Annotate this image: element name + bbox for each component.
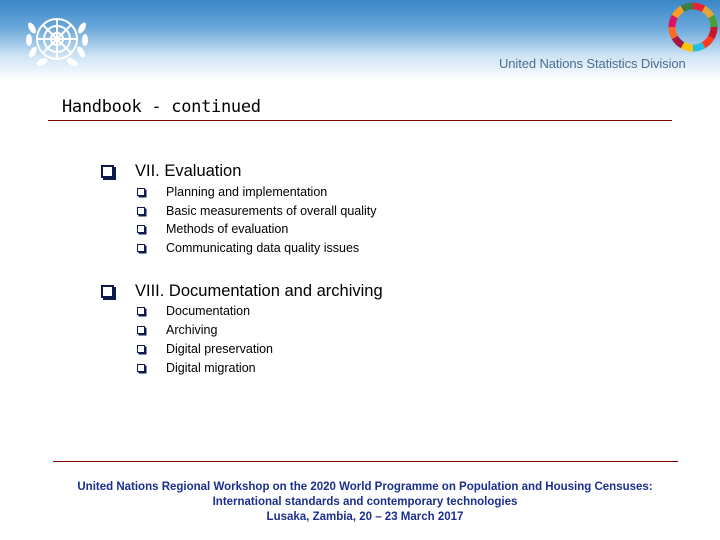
checkbox-bullet-icon <box>101 165 114 178</box>
title-divider <box>48 120 672 121</box>
footer-divider <box>53 461 678 462</box>
un-emblem-icon <box>20 6 94 74</box>
checkbox-bullet-icon <box>137 307 145 315</box>
checkbox-bullet-icon <box>137 326 145 334</box>
footer-line: International standards and contemporary technologies <box>212 496 518 508</box>
checkbox-bullet-icon <box>137 207 145 215</box>
slide-title: Handbook - continued <box>62 97 261 117</box>
checkbox-bullet-icon <box>101 285 114 298</box>
section-title: VII. Evaluation <box>135 162 242 180</box>
header-banner <box>0 0 720 80</box>
section-title: VIII. Documentation and archiving <box>135 282 383 300</box>
list-item-text: Communicating data quality issues <box>166 241 360 255</box>
checkbox-bullet-icon <box>137 188 145 196</box>
checkbox-bullet-icon <box>137 345 145 353</box>
list-item-text: Planning and implementation <box>166 185 328 199</box>
checkbox-bullet-icon <box>137 364 145 372</box>
footer <box>0 480 720 525</box>
list-item-text: Archiving <box>166 323 218 337</box>
checkbox-bullet-icon <box>137 244 145 252</box>
list-item-text: Basic measurements of overall quality <box>166 204 377 218</box>
sdg-wheel-icon <box>668 2 718 52</box>
division-name: United Nations Statistics Division <box>499 56 686 71</box>
checkbox-bullet-icon <box>137 225 145 233</box>
list-item-text: Methods of evaluation <box>166 222 289 236</box>
list-item-text: Digital migration <box>166 361 256 375</box>
list-item-text: Digital preservation <box>166 342 273 356</box>
list-item-text: Documentation <box>166 304 251 318</box>
footer-line: Lusaka, Zambia, 20 – 23 March 2017 <box>266 511 464 523</box>
footer-line: United Nations Regional Workshop on the 2020 World Programme on Population and Housing Censuses: <box>77 481 653 493</box>
